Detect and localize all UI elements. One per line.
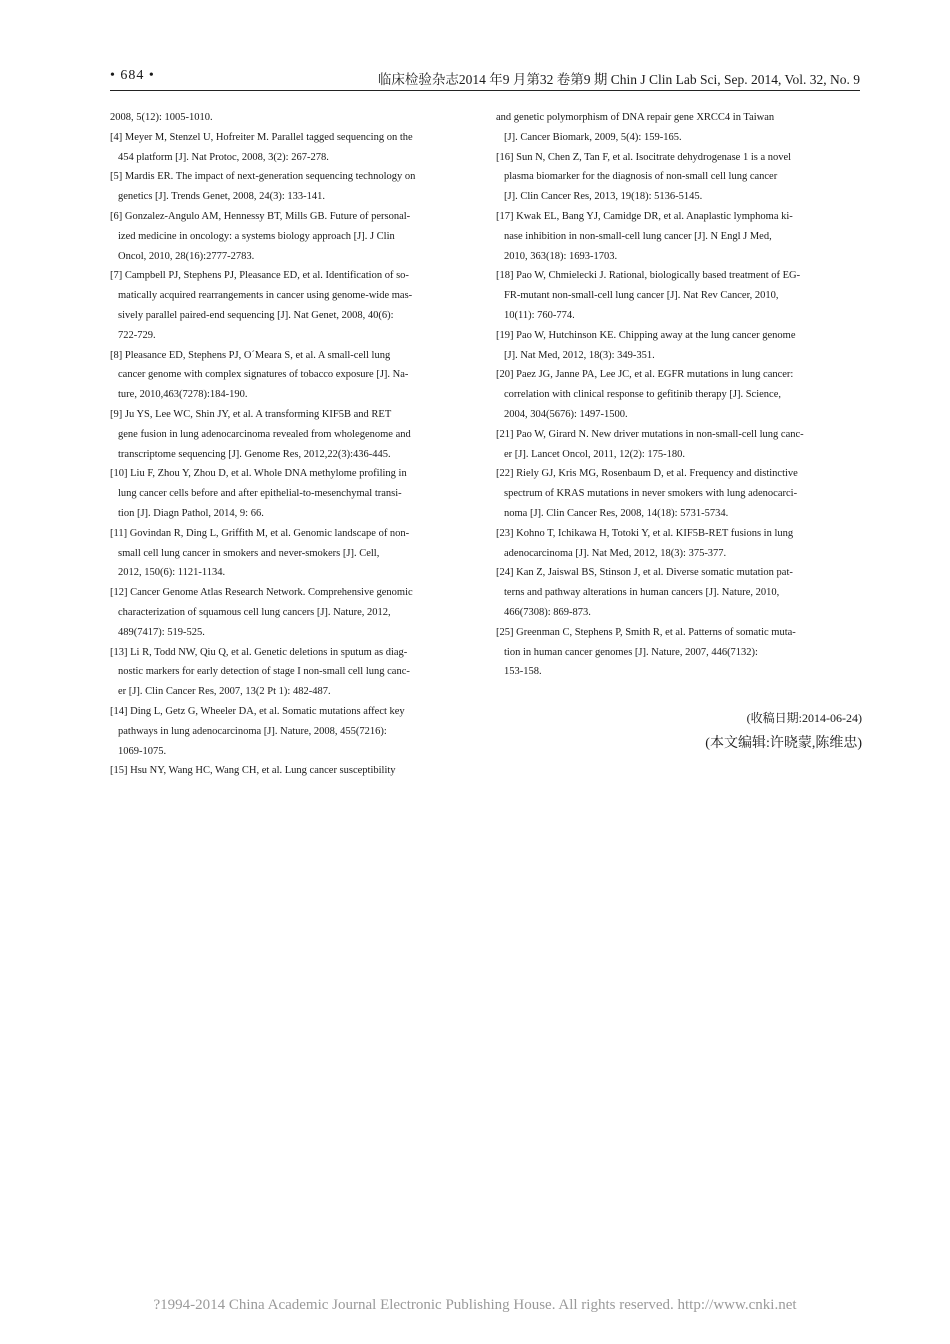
reference-line: 2008, 5(12): 1005-1010. (110, 112, 213, 123)
reference-line: small cell lung cancer in smokers and never-smokers [J]. Cell, (118, 547, 380, 559)
reference-line: ized medicine in oncology: a systems biology approach [J]. J Clin (118, 230, 395, 242)
reference-line: plasma biomarker for the diagnosis of non-small cell lung cancer (504, 171, 778, 183)
reference-item (496, 425, 860, 465)
reference-item (496, 365, 860, 424)
reference-line: terns and pathway alterations in human cancers [J]. Nature, 2010, (504, 587, 780, 599)
reference-line: 2010, 363(18): 1693-1703. (504, 250, 618, 262)
reference-line: [5] Mardis ER. The impact of next-generation sequencing technology on (110, 171, 416, 183)
reference-line: matically acquired rearrangements in cancer using genome-wide mas- (118, 290, 413, 302)
reference-item (110, 643, 461, 702)
reference-item (496, 207, 860, 266)
reference-line: 2012, 150(6): 1121-1134. (118, 567, 226, 579)
reference-item (496, 524, 860, 564)
reference-line: [15] Hsu NY, Wang HC, Wang CH, et al. Lung cancer susceptibility (110, 765, 396, 777)
reference-line: [4] Meyer M, Stenzel U, Hofreiter M. Parallel tagged sequencing on the (110, 131, 413, 143)
reference-line: [10] Liu F, Zhou Y, Zhou D, et al. Whole DNA methylome profiling in (110, 468, 407, 480)
references-right-column (496, 108, 860, 682)
reference-line: genetics [J]. Trends Genet, 2008, 24(3): 133-141. (118, 191, 326, 203)
reference-line: [9] Ju YS, Lee WC, Shin JY, et al. A transforming KIF5B and RET (110, 408, 392, 420)
reference-line: [14] Ding L, Getz G, Wheeler DA, et al. Somatic mutations affect key (110, 705, 405, 717)
reference-line: [17] Kwak EL, Bang YJ, Camidge DR, et al. Anaplastic lymphoma ki- (496, 210, 793, 222)
reference-item (110, 167, 461, 207)
reference-line: Oncol, 2010, 28(16):2777-2783. (118, 250, 255, 262)
reference-item (496, 326, 860, 366)
references-left-column (110, 108, 461, 781)
reference-line: [13] Li R, Todd NW, Qiu Q, et al. Genetic deletions in sputum as diag- (110, 646, 408, 658)
reference-item (110, 128, 461, 168)
reference-item (496, 148, 860, 207)
reference-line: [J]. Clin Cancer Res, 2013, 19(18): 5136-5145. (504, 191, 703, 203)
reference-line: spectrum of KRAS mutations in never smokers with lung adenocarci- (504, 488, 798, 500)
reference-item (496, 464, 860, 523)
reference-line: correlation with clinical response to gefitinib therapy [J]. Science, (504, 389, 781, 401)
reference-line: [16] Sun N, Chen Z, Tan F, et al. Isocitrate dehydrogenase 1 is a novel (496, 151, 792, 163)
reference-line: tion in human cancer genomes [J]. Nature, 2007, 446(7132): (504, 646, 758, 658)
reference-line: sively parallel paired-end sequencing [J]. Nat Genet, 2008, 40(6): (118, 309, 394, 321)
reference-item (110, 583, 461, 642)
reference-item (110, 464, 461, 523)
reference-line: transcriptome sequencing [J]. Genome Res, 2012,22(3):436-445. (118, 448, 391, 460)
reference-line: pathways in lung adenocarcinoma [J]. Nature, 2008, 455(7216): (118, 725, 387, 737)
reference-item (110, 207, 461, 266)
reference-line: cancer genome with complex signatures of tobacco exposure [J]. Na- (118, 369, 409, 381)
reference-item (110, 761, 461, 781)
received-date: (收稿日期:2014-06-24) (746, 711, 862, 725)
page-number: • 684 • (110, 68, 155, 83)
reference-item (110, 405, 461, 464)
reference-line: [6] Gonzalez-Angulo AM, Hennessy BT, Mills GB. Future of personal- (110, 210, 411, 222)
reference-line: characterization of squamous cell lung cancers [J]. Nature, 2012, (118, 606, 391, 618)
reference-line: FR-mutant non-small-cell lung cancer [J]. Nat Rev Cancer, 2010, (504, 290, 779, 302)
header-divider (110, 90, 860, 91)
reference-item (110, 108, 461, 128)
reference-line: [18] Pao W, Chmielecki J. Rational, biologically based treatment of EG- (496, 270, 801, 282)
reference-line: 2004, 304(5676): 1497-1500. (504, 408, 628, 420)
reference-line: 466(7308): 869-873. (504, 606, 591, 618)
reference-line: [8] Pleasance ED, Stephens PJ, O´Meara S, et al. A small-cell lung (110, 349, 391, 361)
reference-line: tion [J]. Diagn Pathol, 2014, 9: 66. (118, 507, 264, 519)
reference-item (496, 563, 860, 622)
reference-line: lung cancer cells before and after epithelial-to-mesenchymal transi- (118, 488, 402, 500)
editor-credit: (本文编辑:许晓蒙,陈维忠) (705, 736, 862, 751)
reference-item (496, 266, 860, 325)
reference-line: er [J]. Lancet Oncol, 2011, 12(2): 175-180. (504, 448, 685, 460)
reference-line: [7] Campbell PJ, Stephens PJ, Pleasance ED, et al. Identification of so- (110, 270, 409, 282)
reference-line: noma [J]. Clin Cancer Res, 2008, 14(18): 5731-5734. (504, 507, 729, 519)
running-header: 临床检验杂志2014 年9 月第32 卷第9 期 Chin J Clin Lab Sci, Sep. 2014, Vol. 32, No. 9 (377, 72, 860, 87)
reference-line: [24] Kan Z, Jaiswal BS, Stinson J, et al. Diverse somatic mutation pat- (496, 567, 793, 579)
reference-line: [23] Kohno T, Ichikawa H, Totoki Y, et al. KIF5B-RET fusions in lung (496, 527, 794, 539)
reference-line: [25] Greenman C, Stephens P, Smith R, et al. Patterns of somatic muta- (496, 626, 796, 638)
reference-line: [19] Pao W, Hutchinson KE. Chipping away at the lung cancer genome (496, 329, 796, 341)
reference-line: 10(11): 760-774. (504, 309, 575, 321)
reference-line: 489(7417): 519-525. (118, 626, 205, 638)
reference-line: [20] Paez JG, Janne PA, Lee JC, et al. EGFR mutations in lung cancer: (496, 369, 794, 381)
reference-line: er [J]. Clin Cancer Res, 2007, 13(2 Pt 1): 482-487. (118, 686, 331, 698)
reference-line: adenocarcinoma [J]. Nat Med, 2012, 18(3): 375-377. (504, 547, 727, 559)
reference-line: [21] Pao W, Girard N. New driver mutations in non-small-cell lung canc- (496, 428, 804, 440)
reference-line: [22] Riely GJ, Kris MG, Rosenbaum D, et al. Frequency and distinctive (496, 468, 798, 480)
reference-line: gene fusion in lung adenocarcinoma revealed from wholegenome and (118, 428, 411, 440)
reference-line: nostic markers for early detection of stage I non-small cell lung canc- (118, 666, 410, 678)
reference-line: nase inhibition in non-small-cell lung cancer [J]. N Engl J Med, (504, 230, 772, 242)
reference-item (110, 346, 461, 405)
reference-line: [11] Govindan R, Ding L, Griffith M, et al. Genomic landscape of non- (110, 527, 410, 539)
reference-item (496, 108, 860, 148)
copyright-footer: ?1994-2014 China Academic Journal Electronic Publishing House. All rights reserved. http://www.cnki.net (153, 1297, 797, 1313)
reference-line: [J]. Cancer Biomark, 2009, 5(4): 159-165. (504, 131, 682, 143)
reference-item (110, 702, 461, 761)
reference-item (496, 623, 860, 682)
reference-line: [J]. Nat Med, 2012, 18(3): 349-351. (504, 349, 655, 361)
reference-line: ture, 2010,463(7278):184-190. (118, 389, 248, 401)
reference-line: and genetic polymorphism of DNA repair gene XRCC4 in Taiwan (496, 112, 775, 123)
reference-line: 153-158. (504, 666, 542, 678)
reference-item (110, 266, 461, 345)
reference-line: [12] Cancer Genome Atlas Research Network. Comprehensive genomic (110, 587, 413, 599)
reference-line: 722-729. (118, 329, 156, 341)
reference-item (110, 524, 461, 583)
reference-line: 454 platform [J]. Nat Protoc, 2008, 3(2): 267-278. (118, 151, 329, 163)
reference-line: 1069-1075. (118, 745, 167, 757)
